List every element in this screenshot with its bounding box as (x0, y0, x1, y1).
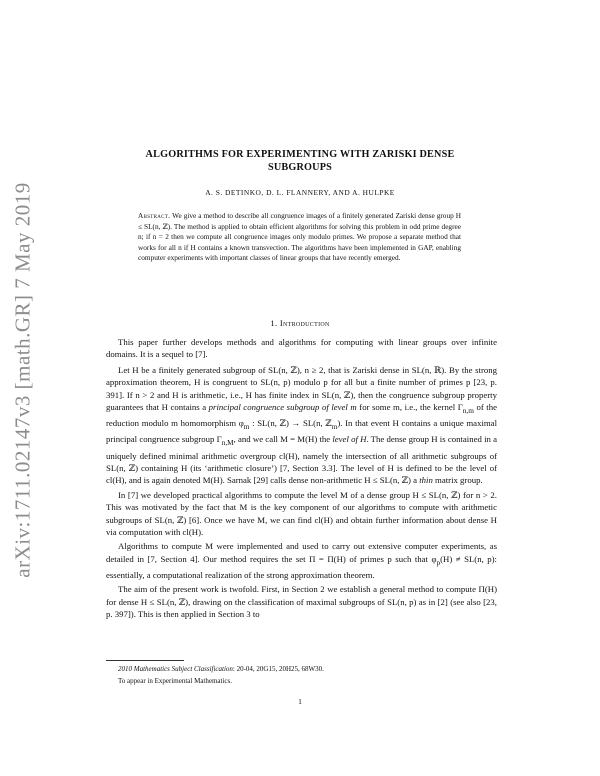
paragraph-4 (106, 540, 497, 581)
p2-sub-1: n,m (462, 406, 474, 415)
p2-text-f: , and we call M = M(H) the (233, 434, 333, 445)
paper-title (100, 148, 500, 174)
footnote-rule (106, 660, 184, 661)
body-text (106, 336, 497, 621)
abstract (138, 211, 461, 264)
p2-emphasis-2: level of H (332, 434, 367, 445)
paragraph-1: This paper further develops methods and algorithms for computing with linear groups over infinite domains. It is a sequel to [7]. (106, 337, 497, 360)
title-line-1: ALGORITHMS FOR EXPERIMENTING WITH ZARISKI DENSE (145, 149, 455, 160)
arxiv-sidebar (6, 160, 40, 600)
p2-sub-4: n,M (221, 439, 234, 448)
section-heading (100, 318, 500, 328)
abstract-text: We give a method to describe all congruence images of a finitely generated Zariski dense group H ≤ SL(n, ℤ). The method is applied to obtain efficient algorithms for solving this problem in odd prime degree n; if n = 2 then we compute all congruence images only modulo primes. We propose a separate method that works for all n if H contains a known transvection. The algorithms have been implemented in GAP, enabling computer experiments with important classes of linear groups that have recently emerged. (138, 211, 461, 262)
p4-sub: p (436, 558, 441, 567)
p2-text-g: . The dense group H is contained in a uniquely defined minimal arithmetic overgroup cl(H), namely the intersection of all arithmetic subgroups of SL(n, ℤ) containing H (its ‘arithmetic closure’) [7, Section 3.3]. The level of H is defined to be the level of cl(H), and is again denoted M(H). Sarnak [29] calls dense non-arithmetic H ≤ SL(n, ℤ) a (106, 434, 497, 486)
p2-text-a: Let H be a finitely generated subgroup of SL(n, ℤ), n ≥ 2, that is Zariski dense in SL(n, ℝ). By the strong approximation theorem, H is congruent to SL(n, p) modulo p for all but a finite number of primes p [23, p. 391]. If n > 2 and H is arithmetic, i.e., H has finite index in SL(n, ℤ), then the congruence subgroup property guarantees that H contains a (106, 364, 497, 413)
page-number: 1 (298, 697, 302, 706)
section-number: 1. (270, 318, 278, 328)
p2-sub-3: m (331, 422, 338, 431)
paragraph-2 (106, 364, 497, 487)
title-line-2: SUBGROUPS (267, 162, 333, 173)
footnote-msc (118, 664, 498, 674)
p2-emphasis-3: thin (419, 475, 433, 486)
p2-text-b: for some m, i.e., the kernel Γ (356, 402, 463, 413)
p2-sub-2: m (243, 422, 250, 431)
msc-label: 2010 Mathematics Subject Classification (118, 665, 233, 673)
p4-text-b: (H) ≠ SL(n, p): essentially, a computational realization of the strong approximation theorem. (106, 553, 497, 580)
p2-emphasis-1: principal congruence subgroup of level m (208, 402, 357, 413)
paragraph-5: The aim of the present work is twofold. First, in Section 2 we establish a general method to compute Π(H) for dense H ≤ SL(n, ℤ), drawing on the classification of maximal subgroups of SL(n, p) as in [2] (see also [23, p. 397]). This is then applied in Section 3 to (106, 584, 497, 620)
footnote-appear: To appear in Experimental Mathematics. (118, 677, 232, 685)
arxiv-identifier: arXiv:1711.02147v3 [math.GR] 7 May 2019 (10, 182, 35, 578)
p2-text-d: : SL(n, ℤ) → SL(n, ℤ (249, 418, 332, 429)
paragraph-3: In [7] we developed practical algorithms to compute the level M of a dense group H ≤ SL(n, ℤ) for n > 2. This was motivated by the fact that M is the key component of our algorithms to compute with arithmetic subgroups of SL(n, ℤ) [6]. Once we have M, we can find cl(H) and obtain further information about dense H via computation with cl(H). (106, 489, 497, 537)
author-list: A. S. DETINKO, D. L. FLANNERY, AND A. HULPKE (205, 188, 395, 197)
abstract-label: Abstract. (138, 211, 171, 220)
p4-text-a: Algorithms to compute M were implemented and used to carry out extensive computer experiments, as detailed in [7, Section 4]. Our method requires the set Π = Π(H) of primes p such that φ (106, 541, 497, 564)
p2-text-h: matrix group. (432, 475, 483, 486)
p2-text-c: of the reduction modulo m homomorphism φ (106, 402, 497, 429)
p2-text-e: ). In that event H contains a unique maximal principal congruence subgroup Γ (106, 418, 497, 445)
section-title: Introduction (279, 318, 330, 328)
msc-codes: : 20-04, 20G15, 20H25, 68W30. (232, 665, 324, 673)
